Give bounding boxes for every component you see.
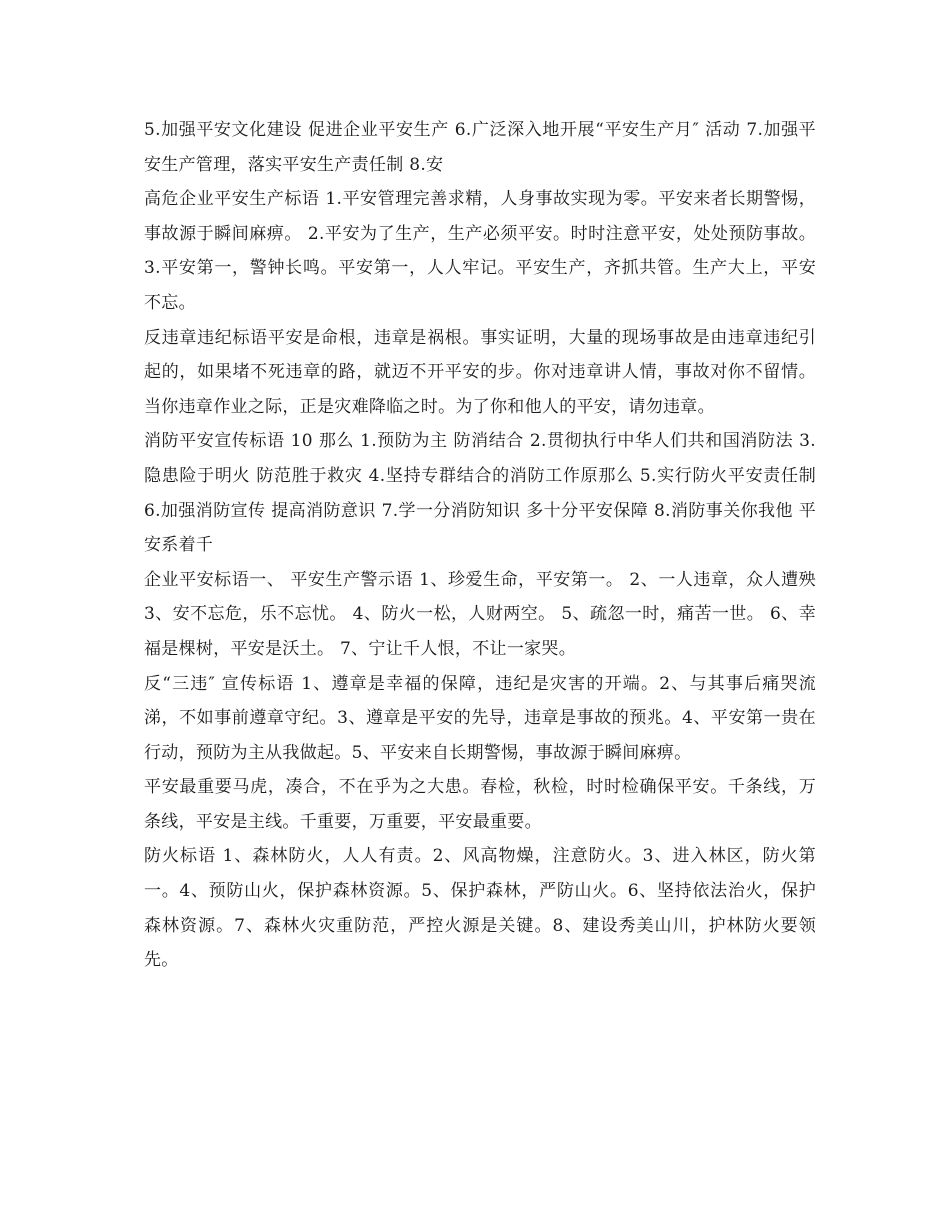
paragraph-safety-most-important: 平安最重要马虎，凑合，不在乎为之大患。春检，秋检，时时检确保平安。千条线，万条线，平安是主线。千重要，万重要，平安最重要。	[144, 777, 816, 832]
paragraph-safety-culture: 5.加强平安文化建设 促进企业平安生产 6.广泛深入地开展“平安生产月″ 活动 7.加强平安生产管理，落实平安生产责任制 8.安	[144, 120, 816, 175]
paragraph-forest-fire-slogans: 防火标语 1、森林防火，人人有责。2、风高物燥，注意防火。3、进入林区，防火第一。4、预防山火，保护森林资源。5、保护森林，严防山火。6、坚持依法治火，保护森林资源。7、森林火灾重防范，严控火源是关键。8、建设秀美山川，护林防火要领先。	[144, 846, 816, 971]
paragraph-fire-safety-slogans: 消防平安宣传标语 10 那么 1.预防为主 防消结合 2.贯彻执行中华人们共和国消防法 3.隐患险于明火 防范胜于救灾 4.坚持专群结合的消防工作原那么 5.实行防火平安责任制 6.加强消防宣传 提高消防意识 7.学一分消防知识 多十分平安保障 8.消防事关你我他 平安系着千	[144, 431, 816, 556]
paragraph-three-violations: 反“三违″ 宣传标语 1、遵章是幸福的保障，违纪是灾害的开端。2、与其事后痛哭流涕，不如事前遵章守纪。3、遵章是平安的先导，违章是事故的预兆。4、平安第一贵在行动，预防为主从我做起。5、平安来自长期警惕，事故源于瞬间麻痹。	[144, 673, 816, 763]
paragraph-anti-violation-slogans: 反违章违纪标语平安是命根，违章是祸根。事实证明，大量的现场事故是由违章违纪引起的，如果堵不死违章的路，就迈不开平安的步。你对违章讲人情，事故对你不留情。当你违章作业之际，正是灾难降临之时。为了你和他人的平安，请勿违章。	[144, 327, 816, 417]
document-body	[144, 113, 816, 978]
paragraph-enterprise-warnings: 企业平安标语一、 平安生产警示语 1、珍爱生命，平安第一。 2、一人违章，众人遭殃 3、安不忘危，乐不忘忧。 4、防火一松，人财两空。 5、疏忽一时，痛苦一世。 6、幸福是棵树，平安是沃土。 7、宁让千人恨，不让一家哭。	[144, 569, 816, 659]
paragraph-high-risk-slogans: 高危企业平安生产标语 1.平安管理完善求精，人身事故实现为零。平安来者长期警惕，事故源于瞬间麻痹。 2.平安为了生产，生产必须平安。时时注意平安，处处预防事故。 3.平安第一，警钟长鸣。平安第一，人人牢记。平安生产，齐抓共管。生产大上，平安不忘。	[144, 189, 816, 313]
